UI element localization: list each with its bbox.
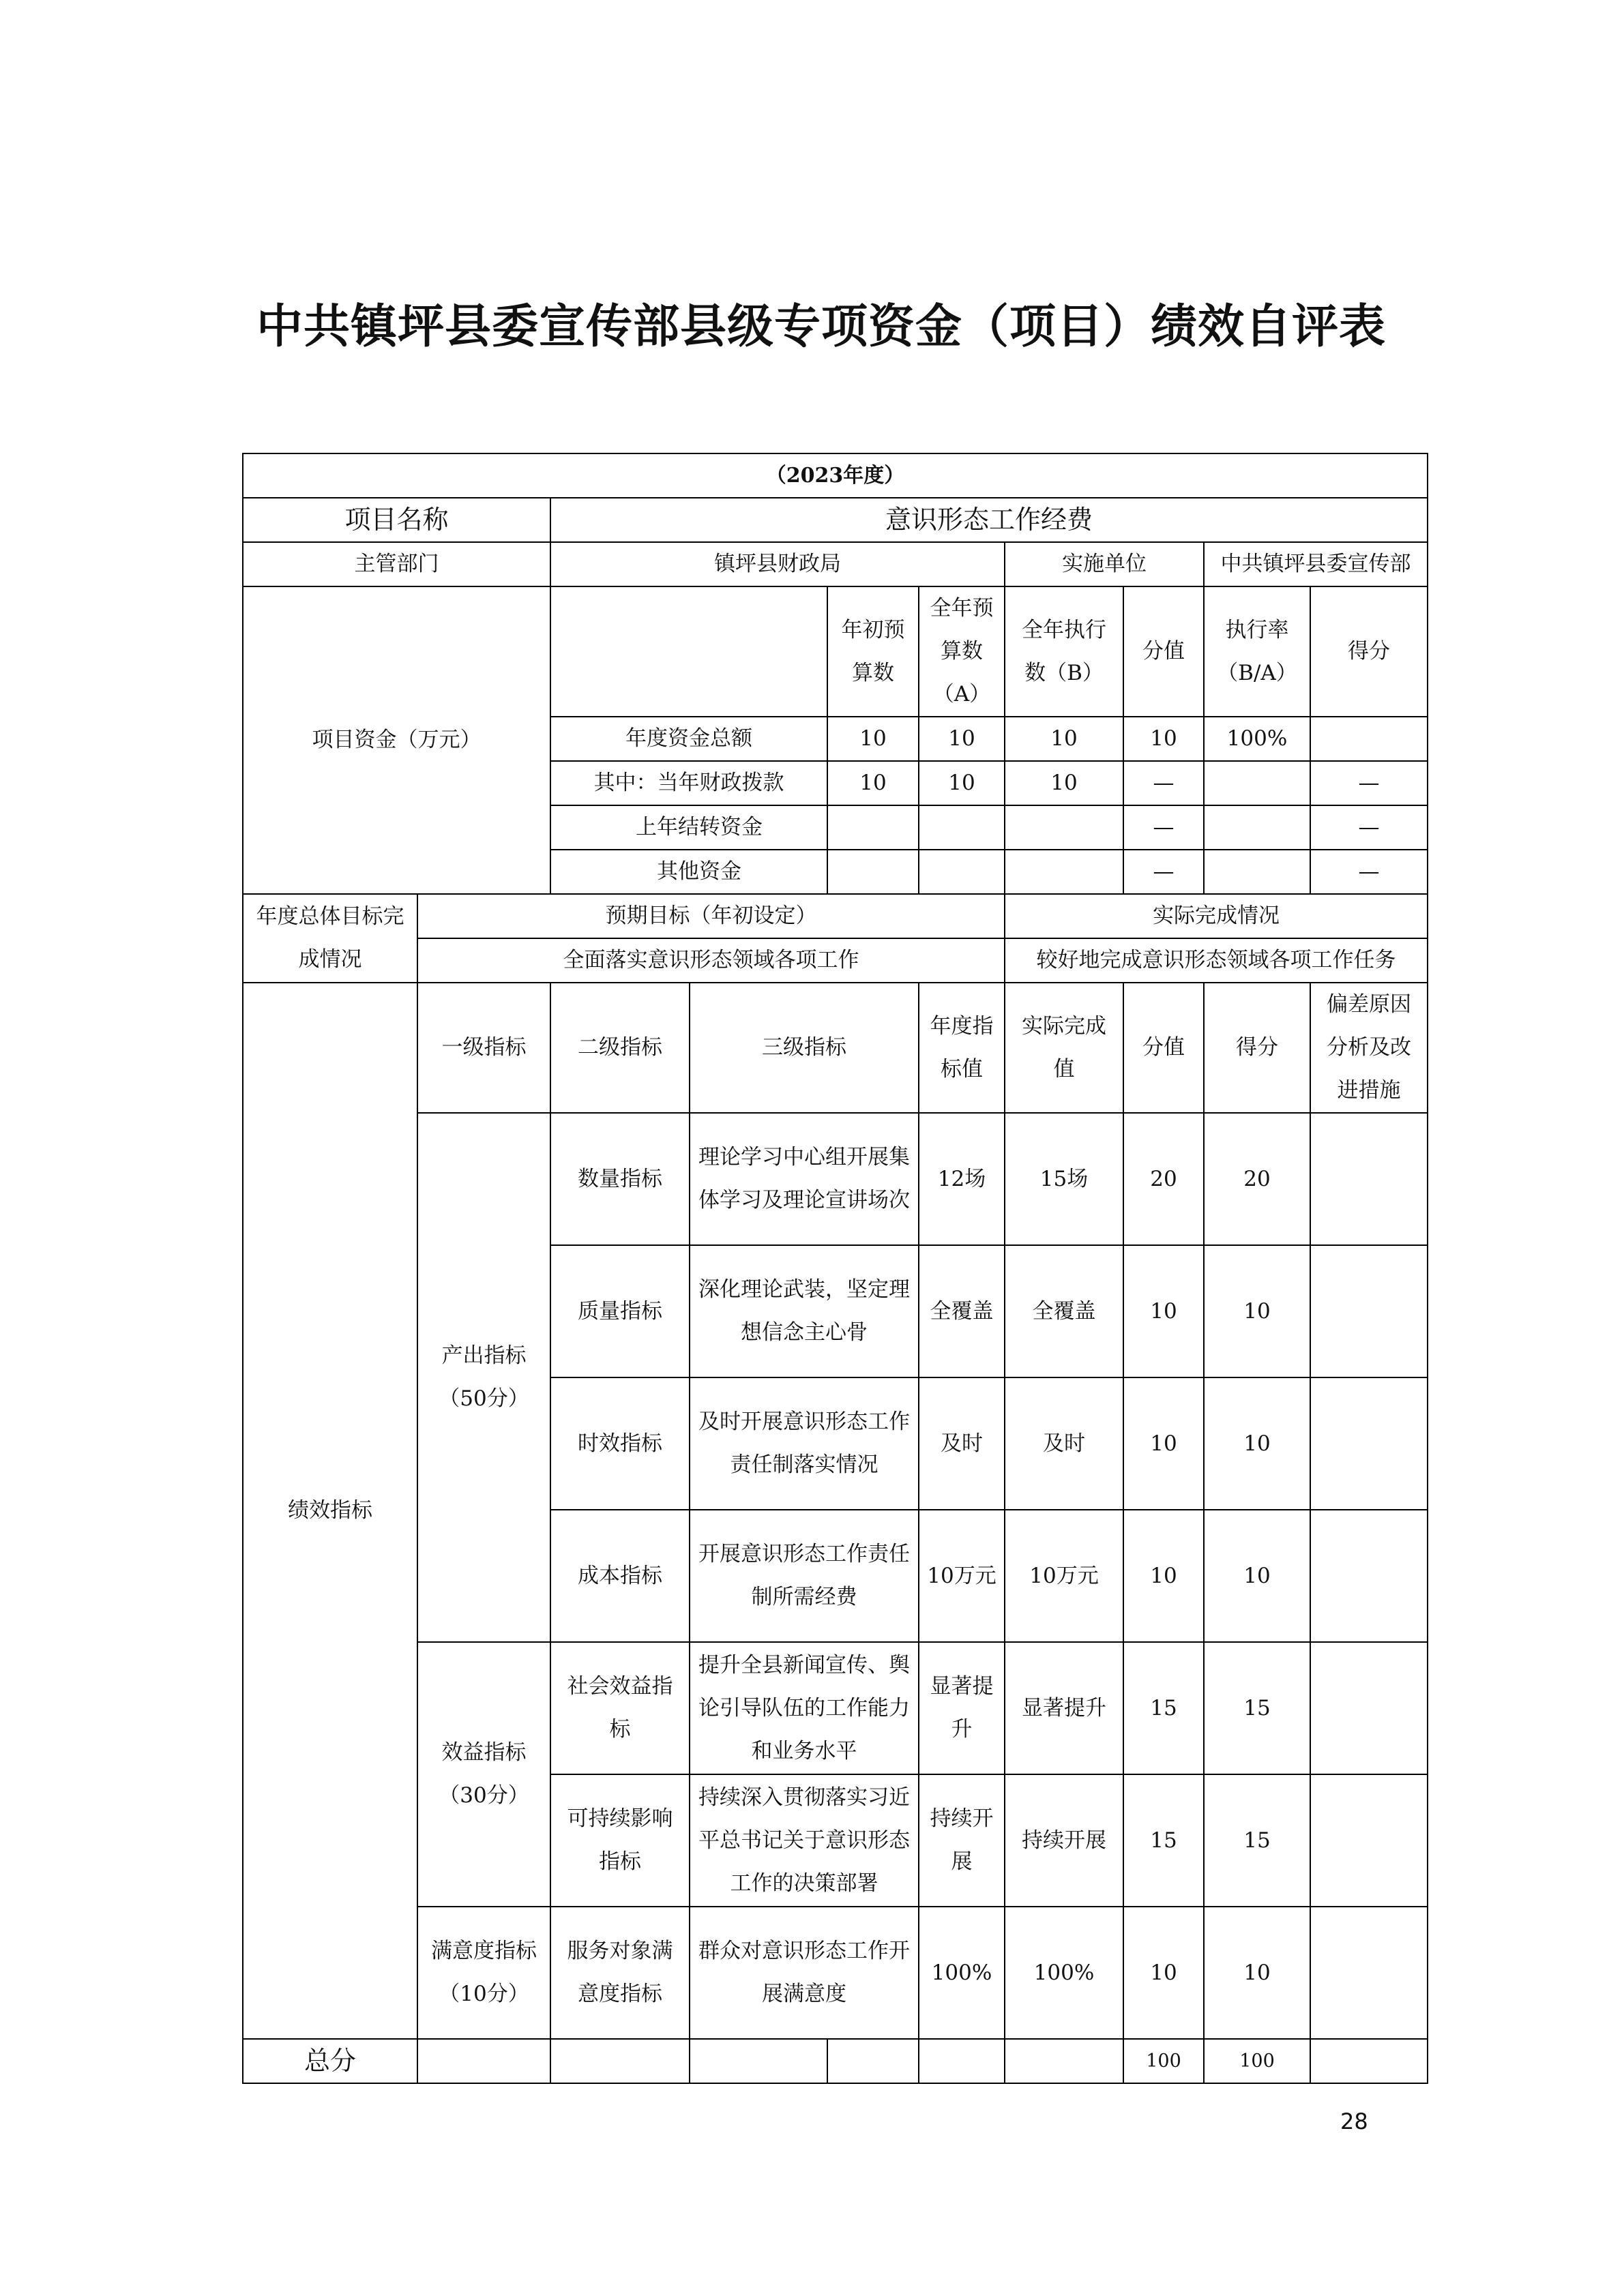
perf-target: 100% — [919, 1907, 1005, 2039]
funds-row-name: 其中：当年财政拨款 — [550, 761, 827, 805]
funds-cell: 10 — [827, 761, 919, 805]
funds-row-name: 年度资金总额 — [550, 717, 827, 761]
perf-got: 10 — [1204, 1245, 1310, 1377]
total-label: 总分 — [243, 2039, 417, 2083]
perf-l3: 深化理论武装，坚定理想信念主心骨 — [690, 1245, 919, 1377]
perf-group-name: 产出指标（50分） — [417, 1113, 550, 1642]
performance-table — [242, 453, 1428, 2084]
funds-header: 年初预算数 — [827, 586, 919, 717]
perf-l3: 及时开展意识形态工作责任制落实情况 — [690, 1377, 919, 1510]
funds-header: 全年预算数（A） — [919, 586, 1005, 717]
funds-row-name: 其他资金 — [550, 850, 827, 894]
funds-cell: 100% — [1204, 717, 1310, 761]
funds-header: 执行率（B/A） — [1204, 586, 1310, 717]
perf-score: 10 — [1123, 1907, 1204, 2039]
perf-actual: 10万元 — [1005, 1510, 1123, 1642]
funds-label: 项目资金（万元） — [243, 586, 550, 894]
funds-cell: 10 — [919, 717, 1005, 761]
perf-got: 15 — [1204, 1774, 1310, 1907]
perf-note — [1310, 1510, 1428, 1642]
perf-target: 显著提升 — [919, 1642, 1005, 1774]
funds-cell: 10 — [919, 761, 1005, 805]
perf-l2: 成本指标 — [550, 1510, 690, 1642]
perf-got: 15 — [1204, 1642, 1310, 1774]
perf-actual: 持续开展 — [1005, 1774, 1123, 1907]
funds-cell: — — [1123, 850, 1204, 894]
perf-actual: 及时 — [1005, 1377, 1123, 1510]
perf-l2: 可持续影响指标 — [550, 1774, 690, 1907]
perf-score: 10 — [1123, 1510, 1204, 1642]
funds-cell: 10 — [1123, 717, 1204, 761]
perf-score: 15 — [1123, 1774, 1204, 1907]
funds-cell — [827, 850, 919, 894]
perf-header: 分值 — [1123, 983, 1204, 1113]
project-name-value: 意识形态工作经费 — [550, 498, 1428, 542]
goal-actual-value: 较好地完成意识形态领域各项工作任务 — [1005, 938, 1428, 983]
perf-l3: 持续深入贯彻落实习近平总书记关于意识形态工作的决策部署 — [690, 1774, 919, 1907]
perf-l3: 开展意识形态工作责任制所需经费 — [690, 1510, 919, 1642]
perf-target: 12场 — [919, 1113, 1005, 1245]
perf-header: 年度指标值 — [919, 983, 1005, 1113]
total-got: 100 — [1204, 2039, 1310, 2083]
perf-l2: 时效指标 — [550, 1377, 690, 1510]
impl-unit-label: 实施单位 — [1005, 542, 1204, 586]
goal-actual-label: 实际完成情况 — [1005, 894, 1428, 938]
perf-target: 持续开展 — [919, 1774, 1005, 1907]
funds-header: 分值 — [1123, 586, 1204, 717]
funds-header: 得分 — [1310, 586, 1428, 717]
funds-cell — [919, 805, 1005, 850]
perf-note — [1310, 1907, 1428, 2039]
perf-label: 绩效指标 — [243, 983, 417, 2039]
perf-note — [1310, 1245, 1428, 1377]
perf-l2: 服务对象满意度指标 — [550, 1907, 690, 2039]
goal-label: 年度总体目标完成情况 — [243, 894, 417, 983]
page-number: 28 — [1340, 2108, 1368, 2134]
perf-l3: 群众对意识形态工作开展满意度 — [690, 1907, 919, 2039]
goal-expected-label: 预期目标（年初设定） — [417, 894, 1005, 938]
total-blank — [827, 2039, 919, 2083]
funds-cell — [1204, 805, 1310, 850]
goal-expected-value: 全面落实意识形态领域各项工作 — [417, 938, 1005, 983]
perf-target: 及时 — [919, 1377, 1005, 1510]
perf-got: 10 — [1204, 1510, 1310, 1642]
perf-actual: 15场 — [1005, 1113, 1123, 1245]
perf-actual: 全覆盖 — [1005, 1245, 1123, 1377]
perf-note — [1310, 1113, 1428, 1245]
funds-cell: — — [1310, 805, 1428, 850]
funds-header: 全年执行数（B） — [1005, 586, 1123, 717]
total-blank — [1005, 2039, 1123, 2083]
perf-score: 20 — [1123, 1113, 1204, 1245]
funds-cell: 10 — [827, 717, 919, 761]
perf-target: 10万元 — [919, 1510, 1005, 1642]
total-score: 100 — [1123, 2039, 1204, 2083]
project-name-label: 项目名称 — [243, 498, 550, 542]
funds-cell: — — [1310, 761, 1428, 805]
perf-note — [1310, 1377, 1428, 1510]
perf-header: 二级指标 — [550, 983, 690, 1113]
year-label: （2023年度） — [243, 453, 1428, 498]
perf-l2: 社会效益指标 — [550, 1642, 690, 1774]
perf-got: 10 — [1204, 1377, 1310, 1510]
funds-cell — [827, 805, 919, 850]
dept-label: 主管部门 — [243, 542, 550, 586]
funds-cell — [1204, 761, 1310, 805]
perf-actual: 100% — [1005, 1907, 1123, 2039]
perf-header: 一级指标 — [417, 983, 550, 1113]
funds-cell — [1204, 850, 1310, 894]
perf-note — [1310, 1774, 1428, 1907]
funds-cell — [1005, 850, 1123, 894]
perf-group-name: 满意度指标（10分） — [417, 1907, 550, 2039]
total-blank — [919, 2039, 1005, 2083]
funds-cell — [1310, 717, 1428, 761]
perf-score: 10 — [1123, 1245, 1204, 1377]
perf-l2: 数量指标 — [550, 1113, 690, 1245]
perf-score: 10 — [1123, 1377, 1204, 1510]
perf-header: 实际完成值 — [1005, 983, 1123, 1113]
total-blank — [550, 2039, 690, 2083]
total-blank — [690, 2039, 827, 2083]
funds-row-name: 上年结转资金 — [550, 805, 827, 850]
total-blank — [417, 2039, 550, 2083]
perf-header: 得分 — [1204, 983, 1310, 1113]
perf-got: 20 — [1204, 1113, 1310, 1245]
impl-unit-value: 中共镇坪县委宣传部 — [1204, 542, 1428, 586]
funds-cell: — — [1310, 850, 1428, 894]
funds-header-blank — [550, 586, 827, 717]
perf-actual: 显著提升 — [1005, 1642, 1123, 1774]
perf-header: 三级指标 — [690, 983, 919, 1113]
perf-header: 偏差原因分析及改进措施 — [1310, 983, 1428, 1113]
perf-target: 全覆盖 — [919, 1245, 1005, 1377]
perf-l3: 理论学习中心组开展集体学习及理论宣讲场次 — [690, 1113, 919, 1245]
perf-l2: 质量指标 — [550, 1245, 690, 1377]
funds-cell: 10 — [1005, 761, 1123, 805]
dept-value: 镇坪县财政局 — [550, 542, 1005, 586]
funds-cell: — — [1123, 761, 1204, 805]
total-blank — [1310, 2039, 1428, 2083]
perf-group-name: 效益指标（30分） — [417, 1642, 550, 1907]
funds-cell — [1005, 805, 1123, 850]
page-title: 中共镇坪县委宣传部县级专项资金（项目）绩效自评表 — [256, 300, 1387, 354]
perf-got: 10 — [1204, 1907, 1310, 2039]
perf-note — [1310, 1642, 1428, 1774]
perf-l3: 提升全县新闻宣传、舆论引导队伍的工作能力和业务水平 — [690, 1642, 919, 1774]
funds-cell: 10 — [1005, 717, 1123, 761]
perf-score: 15 — [1123, 1642, 1204, 1774]
funds-cell: — — [1123, 805, 1204, 850]
funds-cell — [919, 850, 1005, 894]
